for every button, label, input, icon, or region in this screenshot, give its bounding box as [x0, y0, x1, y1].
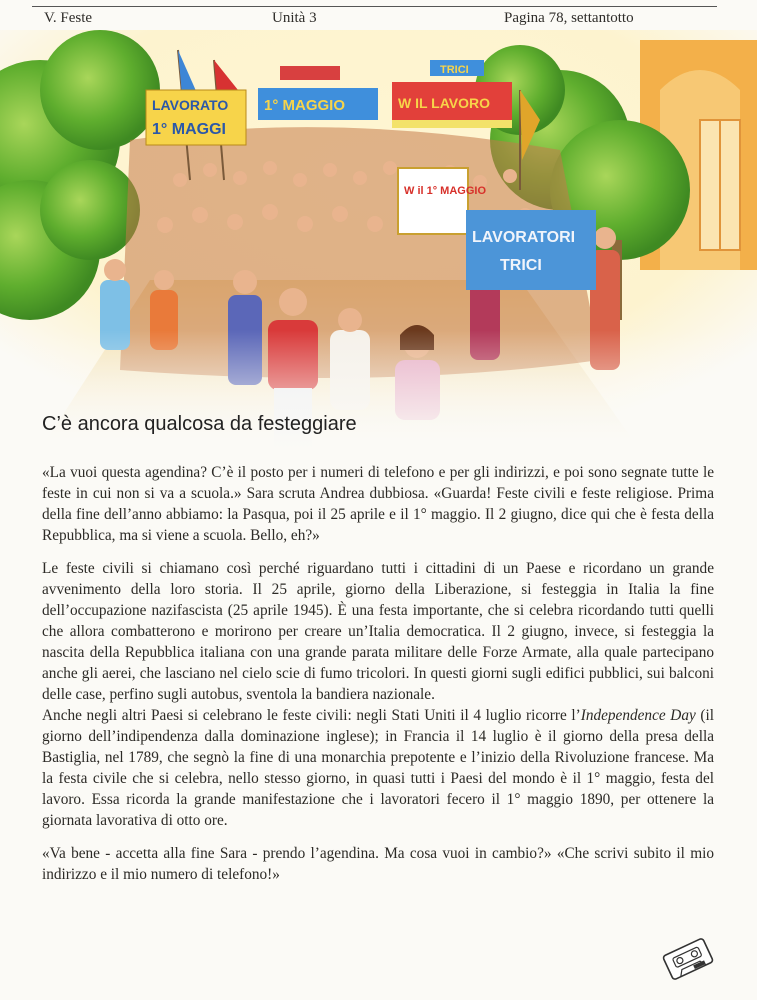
may-day-parade-illustration: [0, 30, 757, 450]
banner-w-il-lavoro: [392, 82, 512, 128]
svg-text:W IL LAVORO: W IL LAVORO: [398, 95, 491, 111]
page-number: Pagina 78, settantotto: [504, 10, 634, 26]
svg-text:1° MAGGIO: 1° MAGGIO: [264, 97, 346, 114]
svg-text:TRICI: TRICI: [500, 257, 542, 274]
header-rule: [32, 6, 717, 7]
svg-text:TRICI: TRICI: [440, 64, 469, 76]
paragraph-dialogue-1: «La vuoi questa agendina? C’è il posto per i numeri di telefono e per gli indirizzi, e poi sono segnate tutte le feste in cui non si va a scuola.» Sara scruta Andrea dubbiosa. «Guarda! Feste civili e feste religiose. Prima della fine dell’anno abbiamo: la Pasqua, poi il 25 aprile e il 1° maggio. Il 2 giugno, dice qui che è festa della Repubblica, ma si viene a scuola. Bello, eh?»: [42, 464, 714, 544]
paragraph-dialogue-2: «Va bene - accetta alla fine Sara - prendo l’agendina. Ma cosa vuoi in cambio?» «Che scrivi subito il mio indirizzo e il mio numero di telefono!»: [42, 845, 714, 883]
paragraph-civil-holidays: Le feste civili si chiamano così perché riguardano tutti i cittadini di un Paese e ricordano un grande avvenimento della loro storia. Il 25 aprile, giorno della Liberazione, si festeggia in Italia la fine dell’occupazione nazifascista (25 aprile 1945). È una festa importante, che si celebra ricordando tutti quelli che allora combatterono e morirono per creare un’Italia democratica. Il 2 giugno, invece, si festeggia la nascita della Repubblica italiana con una grande parata militare delle Forze Armate, alla quale partecipano anche gli aerei, che lasciano nel cielo scie di fumo tricolori. In questi giorni sugli edifici pubblici, sui balconi delle case, perfino sugli autobus, sventola la bandiera nazionale.: [42, 560, 714, 703]
section-label: V. Feste: [44, 10, 93, 26]
unit-label: Unità 3: [272, 10, 317, 26]
banner-lavoratori: [146, 90, 246, 145]
svg-text:1° MAGGI: 1° MAGGI: [152, 121, 226, 138]
article-body: [42, 462, 714, 897]
paragraph-other-countries: Anche negli altri Paesi si celebrano le feste civili: negli Stati Uniti il 4 luglio ricorre l’Independence Day (il giorno dell’indipendenza dalla dominazione inglese); in Francia il 14 luglio è il giorno della presa della Bastiglia, nel 1789, che segnò la fine di una monarchia prepotente e l’inizio della Rivoluzione francese. Ma la festa civile che si celebra, nello stesso giorno, in quasi tutti i Paesi del mondo è il 1° maggio, festa del lavoro. Essa ricorda la grande manifestazione che i lavoratori fecero il 1° maggio 1890, per ottenere la giornata lavorativa di otto ore.: [42, 707, 714, 829]
banner-lavoratori-blue: [466, 210, 596, 290]
page-header: [0, 0, 757, 30]
cassette-tape-icon: [660, 934, 716, 984]
banner-primo-maggio: [258, 88, 378, 120]
svg-text:W il 1° MAGGIO: W il 1° MAGGIO: [404, 185, 487, 197]
independence-day-term: Independence Day: [580, 707, 696, 724]
svg-text:LAVORATO: LAVORATO: [152, 97, 229, 113]
svg-text:LAVORATORI: LAVORATORI: [472, 229, 576, 246]
article-title: C’è ancora qualcosa da festeggiare: [42, 413, 357, 435]
